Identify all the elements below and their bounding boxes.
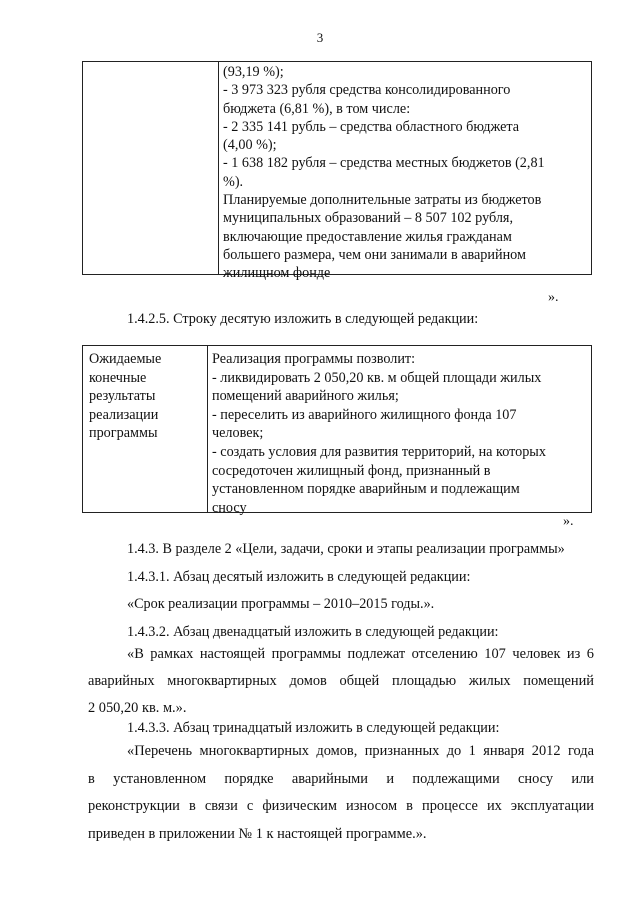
table-line: %). <box>223 173 244 190</box>
table-line: большего размера, чем они занимали в аварийном <box>223 246 526 263</box>
financing-cell-text <box>223 63 585 283</box>
quote-close: ». <box>563 514 574 529</box>
label-line: реализации <box>89 406 159 423</box>
paragraph-ramkah <box>88 641 594 722</box>
table-line: муниципальных образований – 8 507 102 рубля, <box>223 210 513 227</box>
table-line: сносу <box>212 499 247 516</box>
label-line: конечные <box>89 369 147 386</box>
paragraph-perechen <box>88 738 594 848</box>
expected-results-table <box>82 345 592 516</box>
table-line: жилищном фонде <box>223 265 331 282</box>
paragraph-1-4-3-2: 1.4.3.2. Абзац двенадцатый изложить в следующей редакции: <box>127 624 499 640</box>
expected-results-label <box>89 350 204 443</box>
table-line: (93,19 %); <box>223 64 284 80</box>
table-line: сосредоточен жилищный фонд, признанный в <box>212 462 491 479</box>
table-line: - 3 973 323 рубля средства консолидированного <box>223 82 511 99</box>
paragraph-1-4-3-3: 1.4.3.3. Абзац тринадцатый изложить в следующей редакции: <box>127 720 500 736</box>
table-line: помещений аварийного жилья; <box>212 388 399 405</box>
text-line: приведен в приложении № 1 к настоящей программе.». <box>88 825 427 842</box>
text-line: 2 050,20 кв. м.». <box>88 700 187 716</box>
page-number: 3 <box>316 30 324 45</box>
table-line: включающие предоставление жилья гражданам <box>223 228 512 245</box>
text-line: аварийных многоквартирных домов общей площадью жилых помещений <box>88 673 594 689</box>
label-line: результаты <box>89 388 156 405</box>
text-line: реконструкции в связи с физическим износом в процессе их эксплуатации <box>88 798 594 814</box>
table-line: Планируемые дополнительные затраты из бюджетов <box>223 192 542 209</box>
paragraph-srok: «Срок реализации программы – 2010–2015 годы.». <box>127 596 435 612</box>
table-line: (4,00 %); <box>223 137 277 154</box>
table-line: - 1 638 182 рубля – средства местных бюджетов (2,81 <box>223 155 545 172</box>
table-line: установленном порядке аварийным и подлежащим <box>212 481 520 498</box>
paragraph-1-4-3: 1.4.3. В разделе 2 «Цели, задачи, сроки и этапы реализации программы» <box>127 541 565 557</box>
paragraph-1-4-3-1: 1.4.3.1. Абзац десятый изложить в следующей редакции: <box>127 569 471 585</box>
text-line: «В рамках настоящей программы подлежат отселению 107 человек из 6 <box>127 646 594 662</box>
text-line: «Перечень многоквартирных домов, признанных до 1 января 2012 года <box>127 743 594 759</box>
quote-close: ». <box>548 290 559 305</box>
label-line: Ожидаемые <box>89 351 162 367</box>
table-column-divider <box>218 62 219 274</box>
table-line: человек; <box>212 425 264 442</box>
table-line: Реализация программы позволит: <box>212 351 416 367</box>
label-line: программы <box>89 425 158 442</box>
expected-results-text <box>212 350 585 517</box>
table-line: - 2 335 141 рубль – средства областного бюджета <box>223 118 520 135</box>
financing-table-continuation <box>82 61 592 282</box>
table-line: бюджета (6,81 %), в том числе: <box>223 100 411 117</box>
table-line: - создать условия для развития территорий, на которых <box>212 443 546 460</box>
paragraph-1-4-2-5: 1.4.2.5. Строку десятую изложить в следующей редакции: <box>127 311 479 327</box>
table-line: - ликвидировать 2 050,20 кв. м общей площади жилых <box>212 369 542 386</box>
table-line: - переселить из аварийного жилищного фонда 107 <box>212 406 517 423</box>
text-line: в установленном порядке аварийными и подлежащими сносу или <box>88 770 594 787</box>
table-column-divider <box>207 346 208 512</box>
